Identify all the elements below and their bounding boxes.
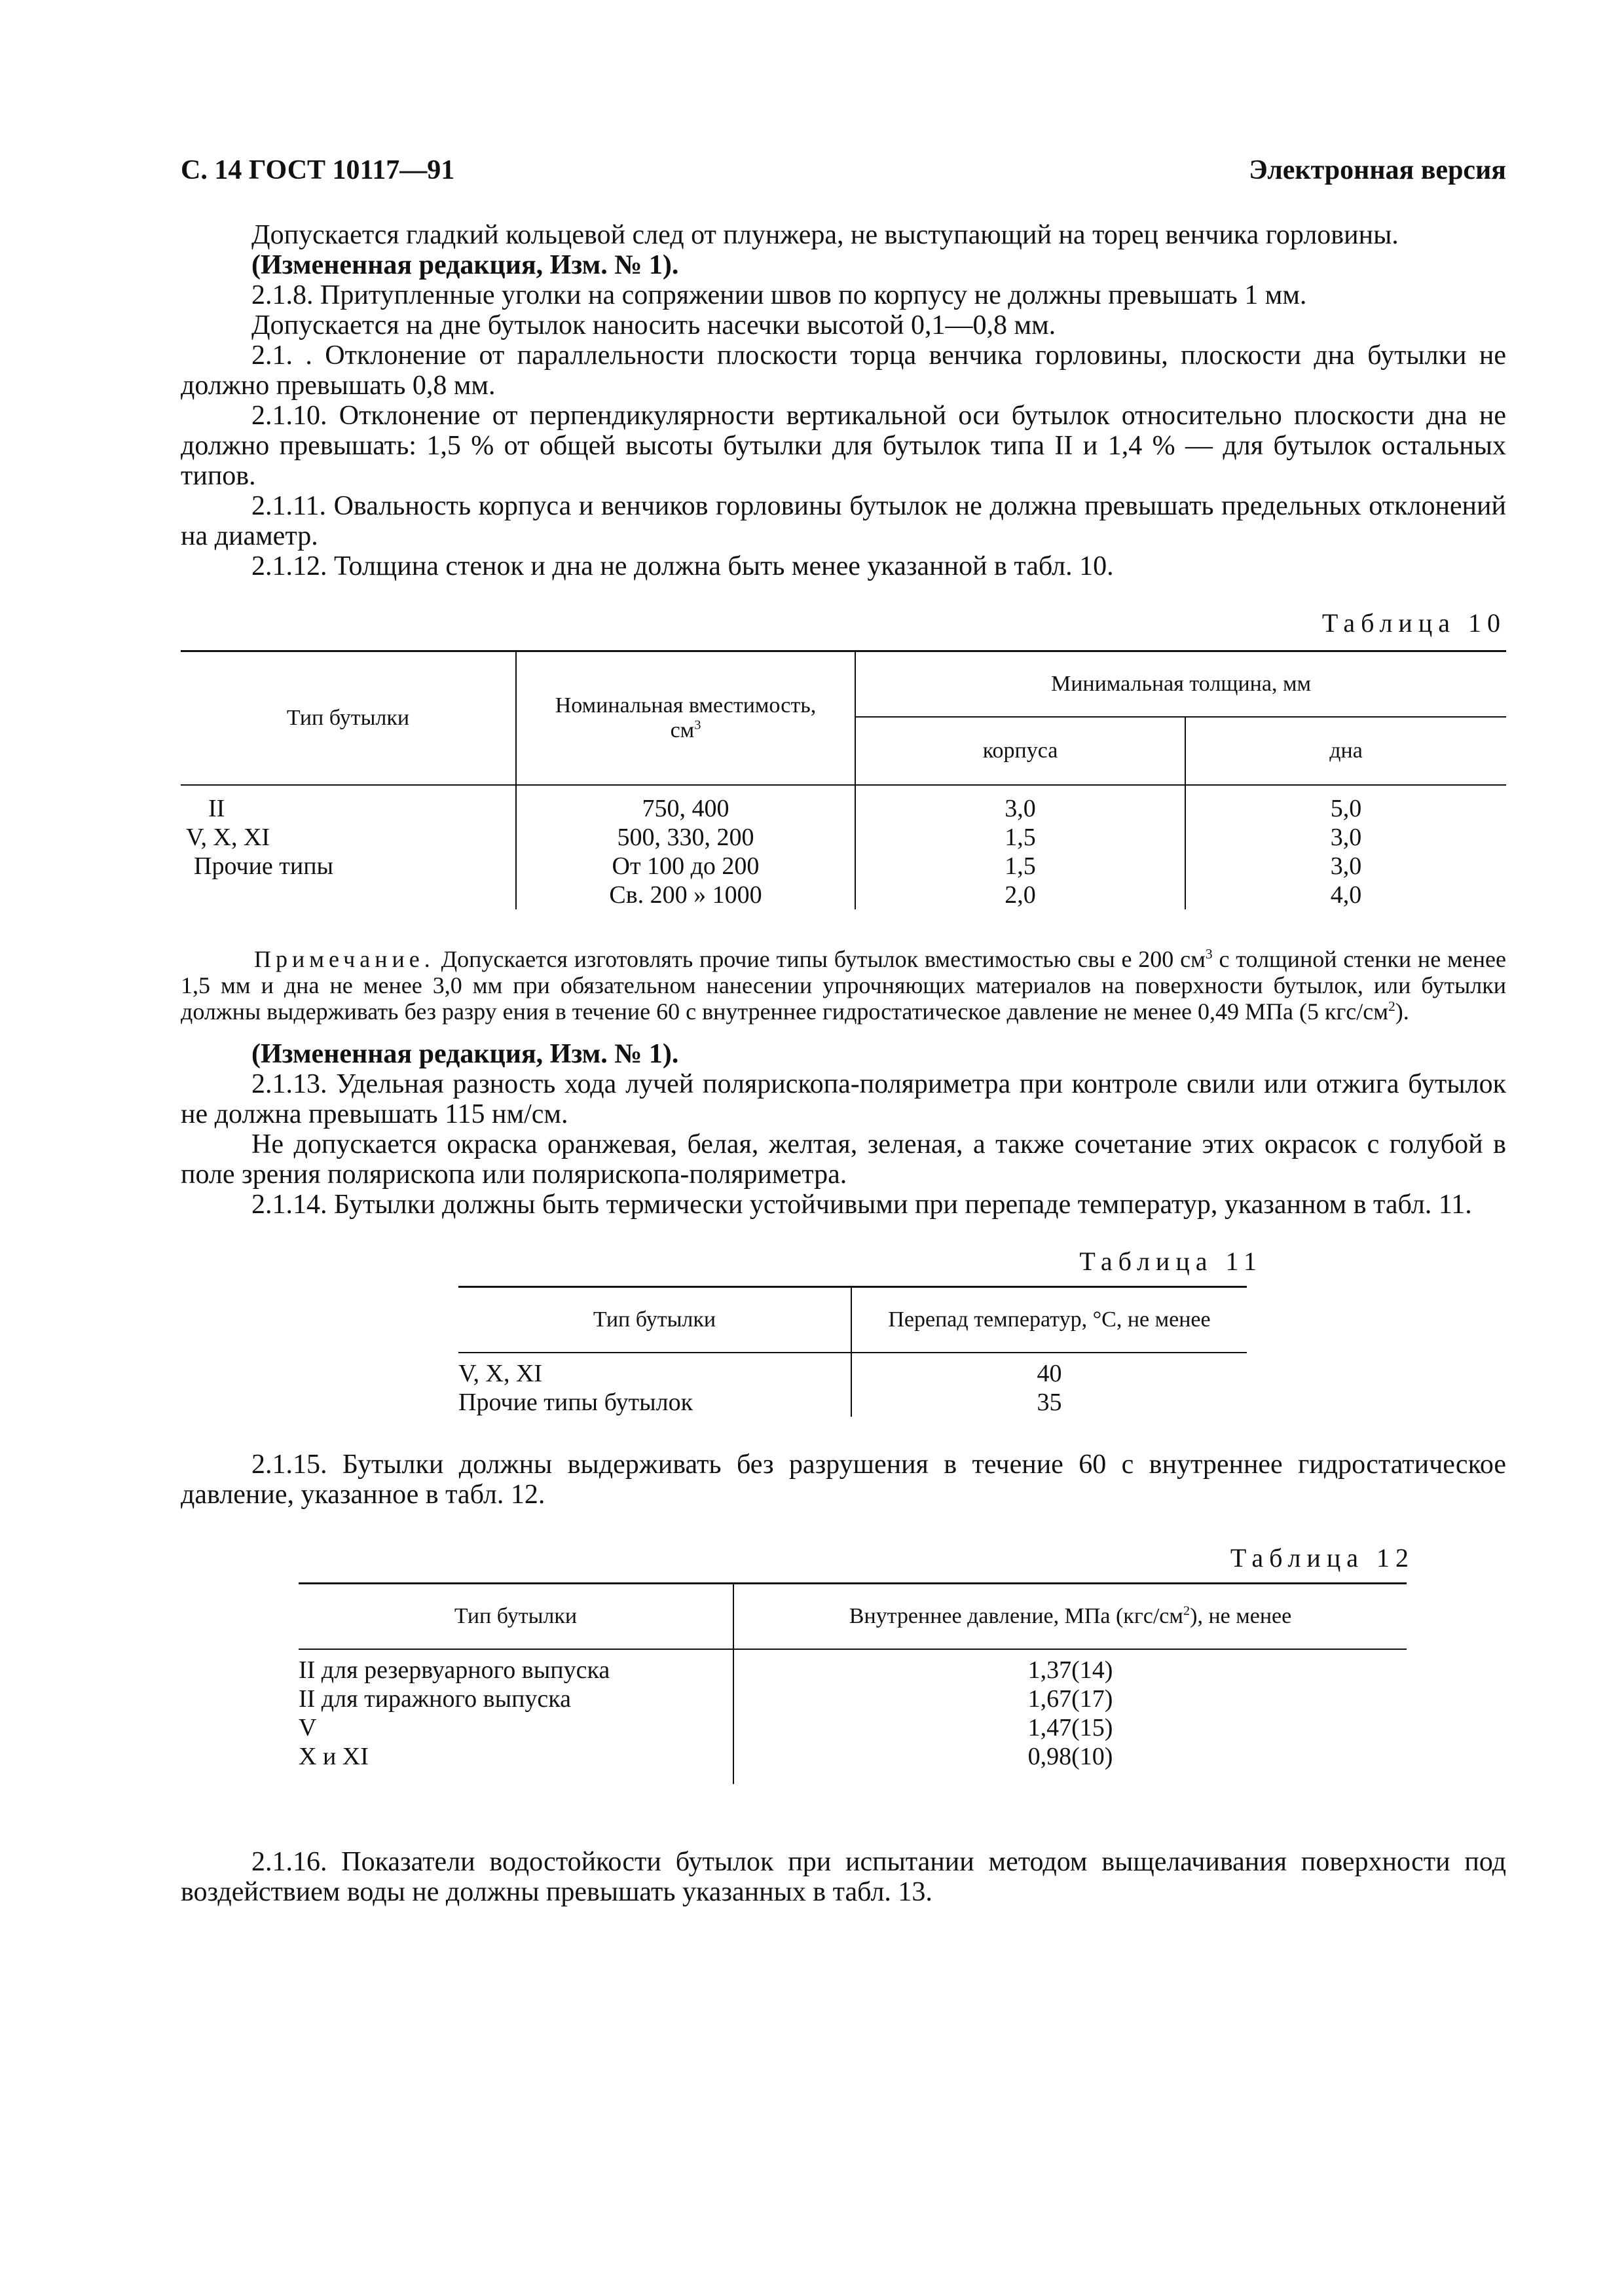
table-cell: 5,0 (1185, 794, 1506, 823)
table-row (458, 1388, 1247, 1417)
table-cell: 1,47(15) (733, 1713, 1407, 1742)
header-electronic-version: Электронная версия (1249, 155, 1506, 185)
table-cell: 3,0 (1185, 823, 1506, 852)
table-cell: 1,37(14) (733, 1656, 1407, 1685)
table-cell: 40 (851, 1359, 1247, 1388)
table-11-header-type: Тип бутылки (458, 1286, 851, 1353)
paragraph-2-1-11: 2.1.11. Овальность корпуса и венчиков горловины бутылок не должна превышать предельных отклонений на диаметр. (181, 491, 1506, 551)
table-row (181, 852, 1506, 881)
table-row (181, 823, 1506, 852)
table-10 (181, 650, 1506, 909)
table-cell (181, 881, 516, 909)
amendment-note: (Измененная редакция, Изм. № 1). (251, 1038, 679, 1069)
table-cell: II для тиражного выпуска (299, 1685, 572, 1713)
table-cell: Прочие типы бутылок (458, 1388, 693, 1416)
paragraph-2-1-15: 2.1.15. Бутылки должны выдерживать без разрушения в течение 60 с внутреннее гидростатическое давление, указанное в табл. 12. (181, 1449, 1506, 1510)
note-text: с толщиной стенки не менее 1,5 мм и дна не менее 3,0 мм при обязательном нанесении упрочняющих материалов на поверхности бутылок, или бутылки должны выдерживать без разру ения в течение 60 с внутреннее гидростатическое давление не менее 0,49 МПа (5 кгс/см (181, 945, 1506, 1025)
note-label: Примечание. (254, 945, 435, 972)
table-cell: 3,0 (1185, 852, 1506, 881)
paragraph-2-1-13: 2.1.13. Удельная разность хода лучей полярископа-поляриметра при контроле свили или отжига бутылок не должна превышать 115 нм/см. (181, 1068, 1506, 1129)
paragraph-2-1-14: 2.1.14. Бутылки должны быть термически устойчивыми при перепаде температур, указанном в табл. 11. (251, 1189, 1472, 1220)
table-row (299, 1685, 1407, 1713)
table-10-header-type: Тип бутылки (181, 651, 516, 785)
table-cell: II (208, 794, 225, 822)
table-12-header-pressure (733, 1583, 1407, 1649)
superscript: 2 (1183, 1603, 1190, 1618)
table-cell: V, X, XI (458, 1359, 543, 1387)
table-cell: 1,67(17) (733, 1685, 1407, 1713)
table-cell: X и XI (299, 1742, 369, 1770)
table-cell: 750, 400 (516, 794, 855, 823)
paragraph-2-1-10: 2.1.10. Отклонение от перпендикулярности вертикальной оси бутылок относительно плоскости дна не должно превышать: 1,5 % от общей высоты бутылки для бутылок типа II и 1,4 % — для бутылок остальных типов. (181, 401, 1506, 491)
table-cell: Прочие типы (194, 852, 334, 880)
table-cell: 35 (851, 1388, 1247, 1417)
table-12-caption: Таблица 12 (1230, 1542, 1414, 1573)
table-12 (299, 1582, 1407, 1784)
table-12-header-pressure-suffix: ), не менее (1190, 1603, 1292, 1628)
paragraph-2-1-12: 2.1.12. Толщина стенок и дна не должна быть менее указанной в табл. 10. (251, 551, 1114, 581)
table-10-header-capacity (516, 651, 855, 785)
table-10-header-body: корпуса (855, 717, 1185, 785)
table-cell: От 100 до 200 (516, 852, 855, 881)
table-row (299, 1656, 1407, 1685)
table-cell: 4,0 (1185, 881, 1506, 909)
paragraph: Допускается гладкий кольцевой след от плунжера, не выступающий на торец венчика горловины. (251, 220, 1399, 250)
table-11-caption: Таблица 11 (1079, 1246, 1263, 1276)
table-cell: 0,98(10) (733, 1742, 1407, 1771)
table-row (181, 794, 1506, 823)
superscript: 2 (1388, 998, 1395, 1014)
table-cell: 2,0 (855, 881, 1185, 909)
note-text: Допускается изготовлять прочие типы бутылок вместимостью свы е 200 см (434, 945, 1206, 972)
header-standard-ref: С. 14 ГОСТ 10117—91 (181, 155, 455, 185)
table-cell: II для резервуарного выпуска (299, 1656, 610, 1684)
table-10-caption: Таблица 10 (1321, 608, 1506, 638)
table-11 (458, 1286, 1247, 1417)
table-10-header-capacity-unit: см (670, 718, 695, 742)
table-row (458, 1359, 1247, 1388)
table-cell: 1,5 (855, 852, 1185, 881)
paragraph: Допускается на дне бутылок наносить насечки высотой 0,1—0,8 мм. (251, 310, 1056, 340)
superscript: 3 (1205, 945, 1213, 962)
document-page (181, 155, 1506, 1907)
table-cell: 1,5 (855, 823, 1185, 852)
table-12-header-pressure-label: Внутреннее давление, МПа (кгс/см (849, 1603, 1183, 1628)
amendment-note: (Измененная редакция, Изм. № 1). (251, 250, 679, 280)
table-10-note (181, 946, 1506, 1025)
table-11-header-delta: Перепад температур, °С, не менее (851, 1286, 1247, 1353)
table-cell: 500, 330, 200 (516, 823, 855, 852)
table-cell: V (299, 1713, 317, 1741)
table-10-header-min-thickness: Минимальная толщина, мм (855, 651, 1506, 717)
table-12-header-type: Тип бутылки (299, 1583, 733, 1649)
table-cell: V, X, XI (186, 823, 270, 851)
table-cell: Св. 200 » 1000 (516, 881, 855, 909)
table-10-header-bottom: дна (1185, 717, 1506, 785)
superscript: 3 (694, 718, 701, 733)
page-header (181, 155, 1506, 200)
paragraph-2-1-16: 2.1.16. Показатели водостойкости бутылок при испытании методом выщелачивания поверхности под воздействием воды не должны превышать указанных в табл. 13. (181, 1846, 1506, 1907)
paragraph-2-1-8: 2.1.8. Притупленные уголки на сопряжении швов по корпусу не должны превышать 1 мм. (251, 280, 1307, 310)
note-text: ). (1395, 998, 1409, 1025)
table-row (299, 1742, 1407, 1771)
paragraph: Не допускается окраска оранжевая, белая, желтая, зеленая, а также сочетание этих окрасок с голубой в поле зрения полярископа или полярископа-поляриметра. (181, 1129, 1506, 1190)
table-10-header-capacity-label: Номинальная вместимость, (555, 693, 817, 718)
paragraph-2-1-9: 2.1. . Отклонение от параллельности плоскости торца венчика горловины, плоскости дна бутылки не должно превышать 0,8 мм. (181, 340, 1506, 401)
table-cell: 3,0 (855, 794, 1185, 823)
table-row (299, 1713, 1407, 1742)
table-row (181, 881, 1506, 909)
